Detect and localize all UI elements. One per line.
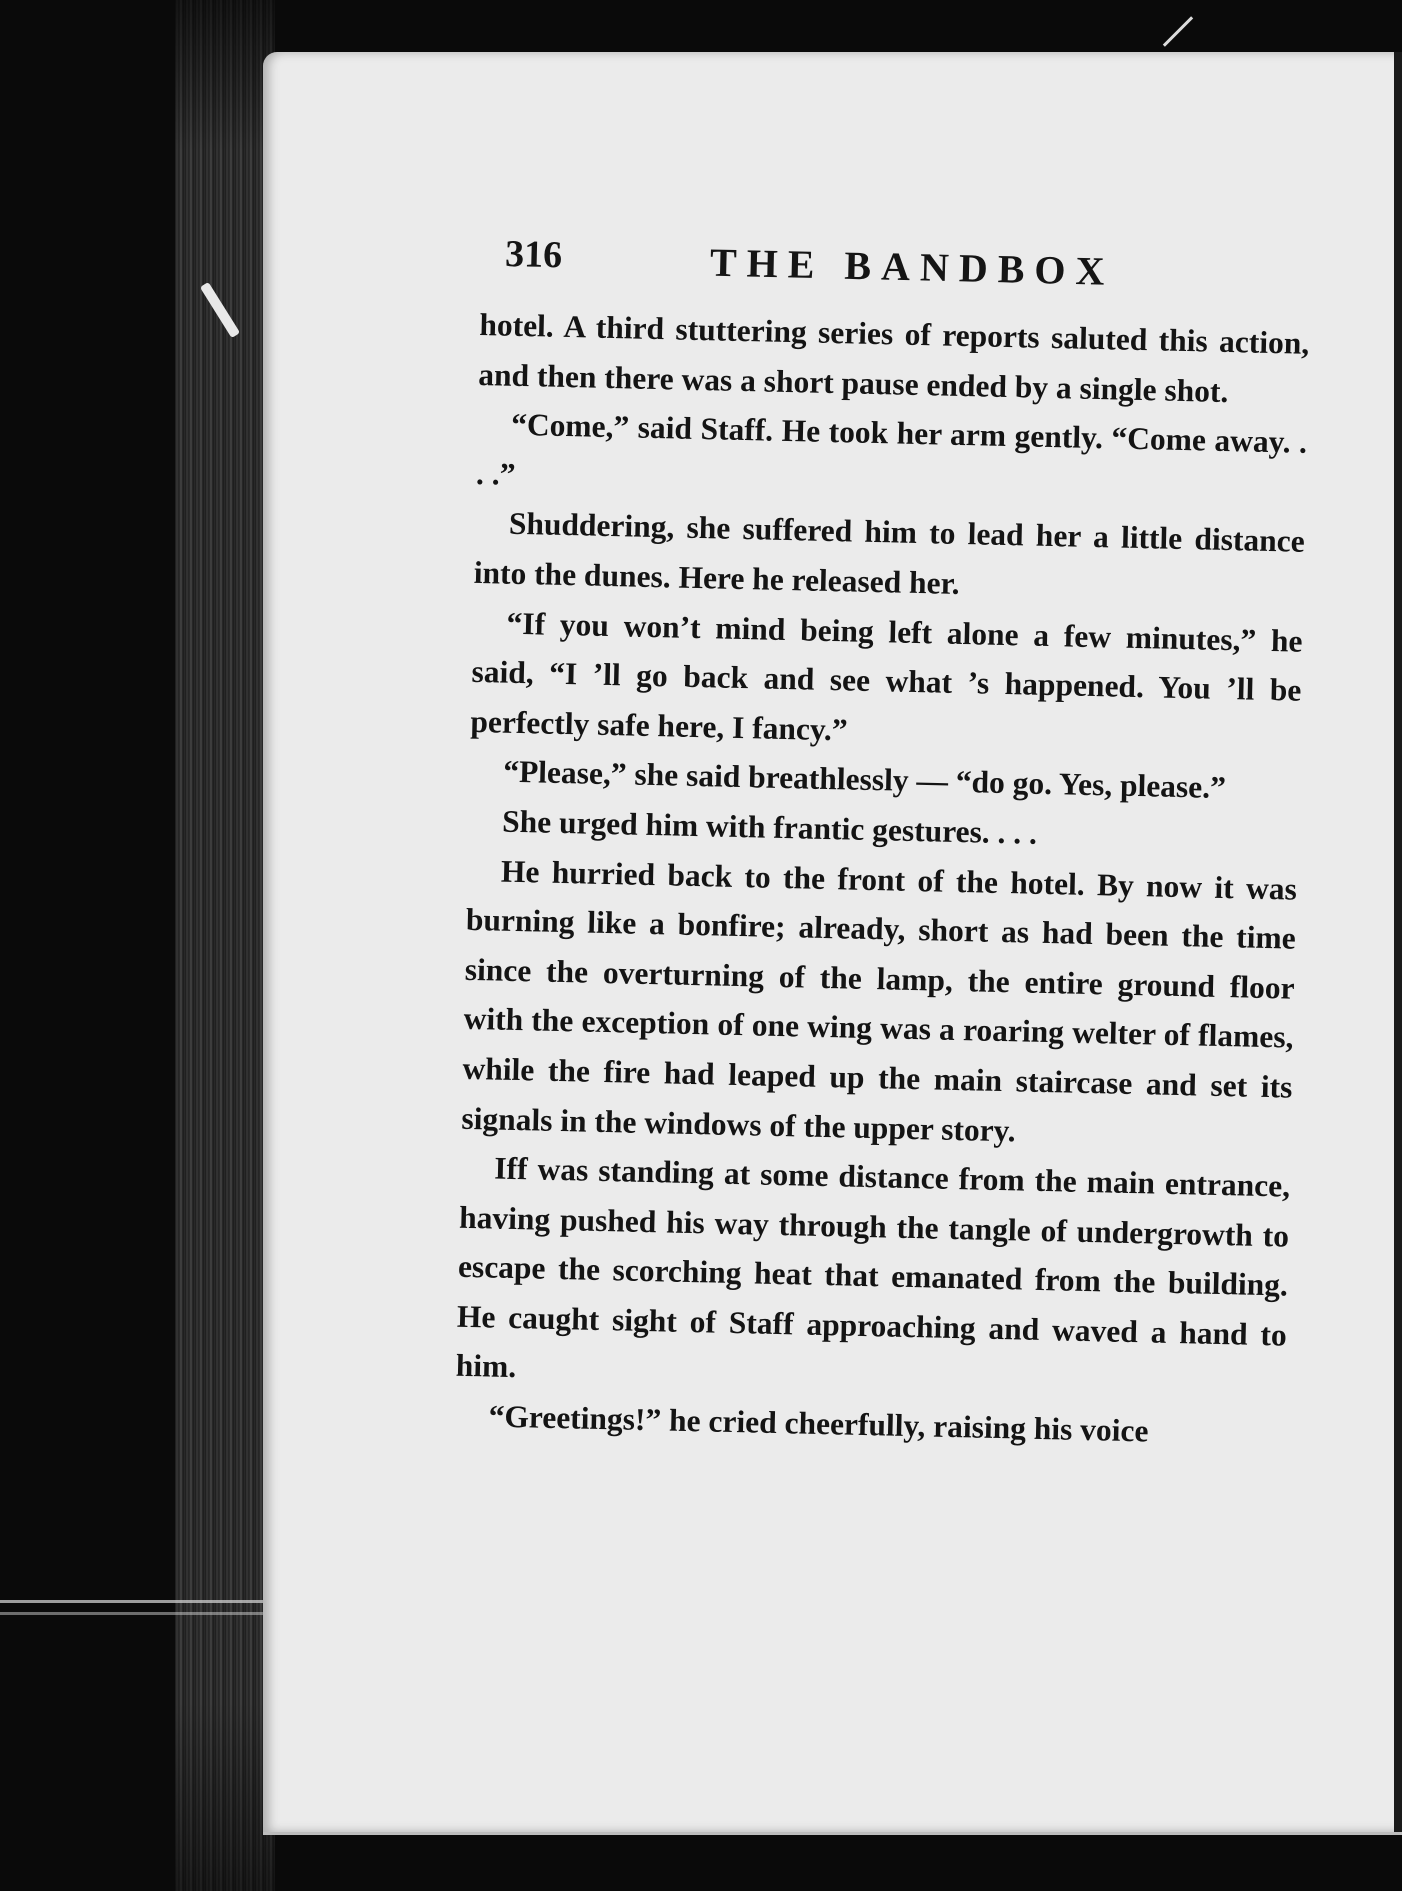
scan-artifact-line — [0, 1600, 270, 1603]
body-text — [454, 300, 1310, 1459]
paragraph: “Greetings!” he cried cheerfully, raising his voice — [488, 1398, 1149, 1449]
paragraph: Shuddering, she suffered him to lead her a little distance into the dunes. Here he released her. — [473, 506, 1306, 601]
paragraph: “Please,” she said breathlessly — “do go. Yes, please.” — [502, 753, 1227, 806]
page-right-edge — [1394, 52, 1402, 1832]
paragraph: Iff was standing at some distance from the main entrance, having pushed his way through the tangle of undergrowth to escape the scorching heat that emanated from the building. He caught sight of Staff approaching and waved a hand to him. — [455, 1150, 1291, 1385]
paragraph: “Come,” said Staff. He took her arm gently. “Come away. . . .” — [475, 406, 1308, 492]
scan-artifact-line — [0, 1612, 270, 1615]
book-page-edges — [175, 0, 275, 1891]
scan-artifact-mark — [1163, 16, 1193, 46]
paragraph: She urged him with frantic gestures. . . . — [501, 803, 1038, 851]
running-head: THE BANDBOX — [709, 239, 1115, 294]
paragraph: hotel. A third stuttering series of reports saluted this action, and then there was a short pause ended by a single shot. — [477, 306, 1310, 409]
paragraph: He hurried back to the front of the hotel. By now it was burning like a bonfire; already, short as had been the time since the overturning of the lamp, the entire ground floor with the exception of one wing was a roaring welter of flames, while the fire had leaped up the main staircase and set its signals in the windows of the upper story. — [461, 853, 1298, 1148]
page-bottom-edge — [263, 1832, 1402, 1835]
page-number: 316 — [504, 233, 563, 277]
paragraph: “If you won’t mind being left alone a few minutes,” he said, “I ’ll go back and see what ’s happened. You ’ll be perfectly safe here, I fancy.” — [470, 605, 1303, 748]
